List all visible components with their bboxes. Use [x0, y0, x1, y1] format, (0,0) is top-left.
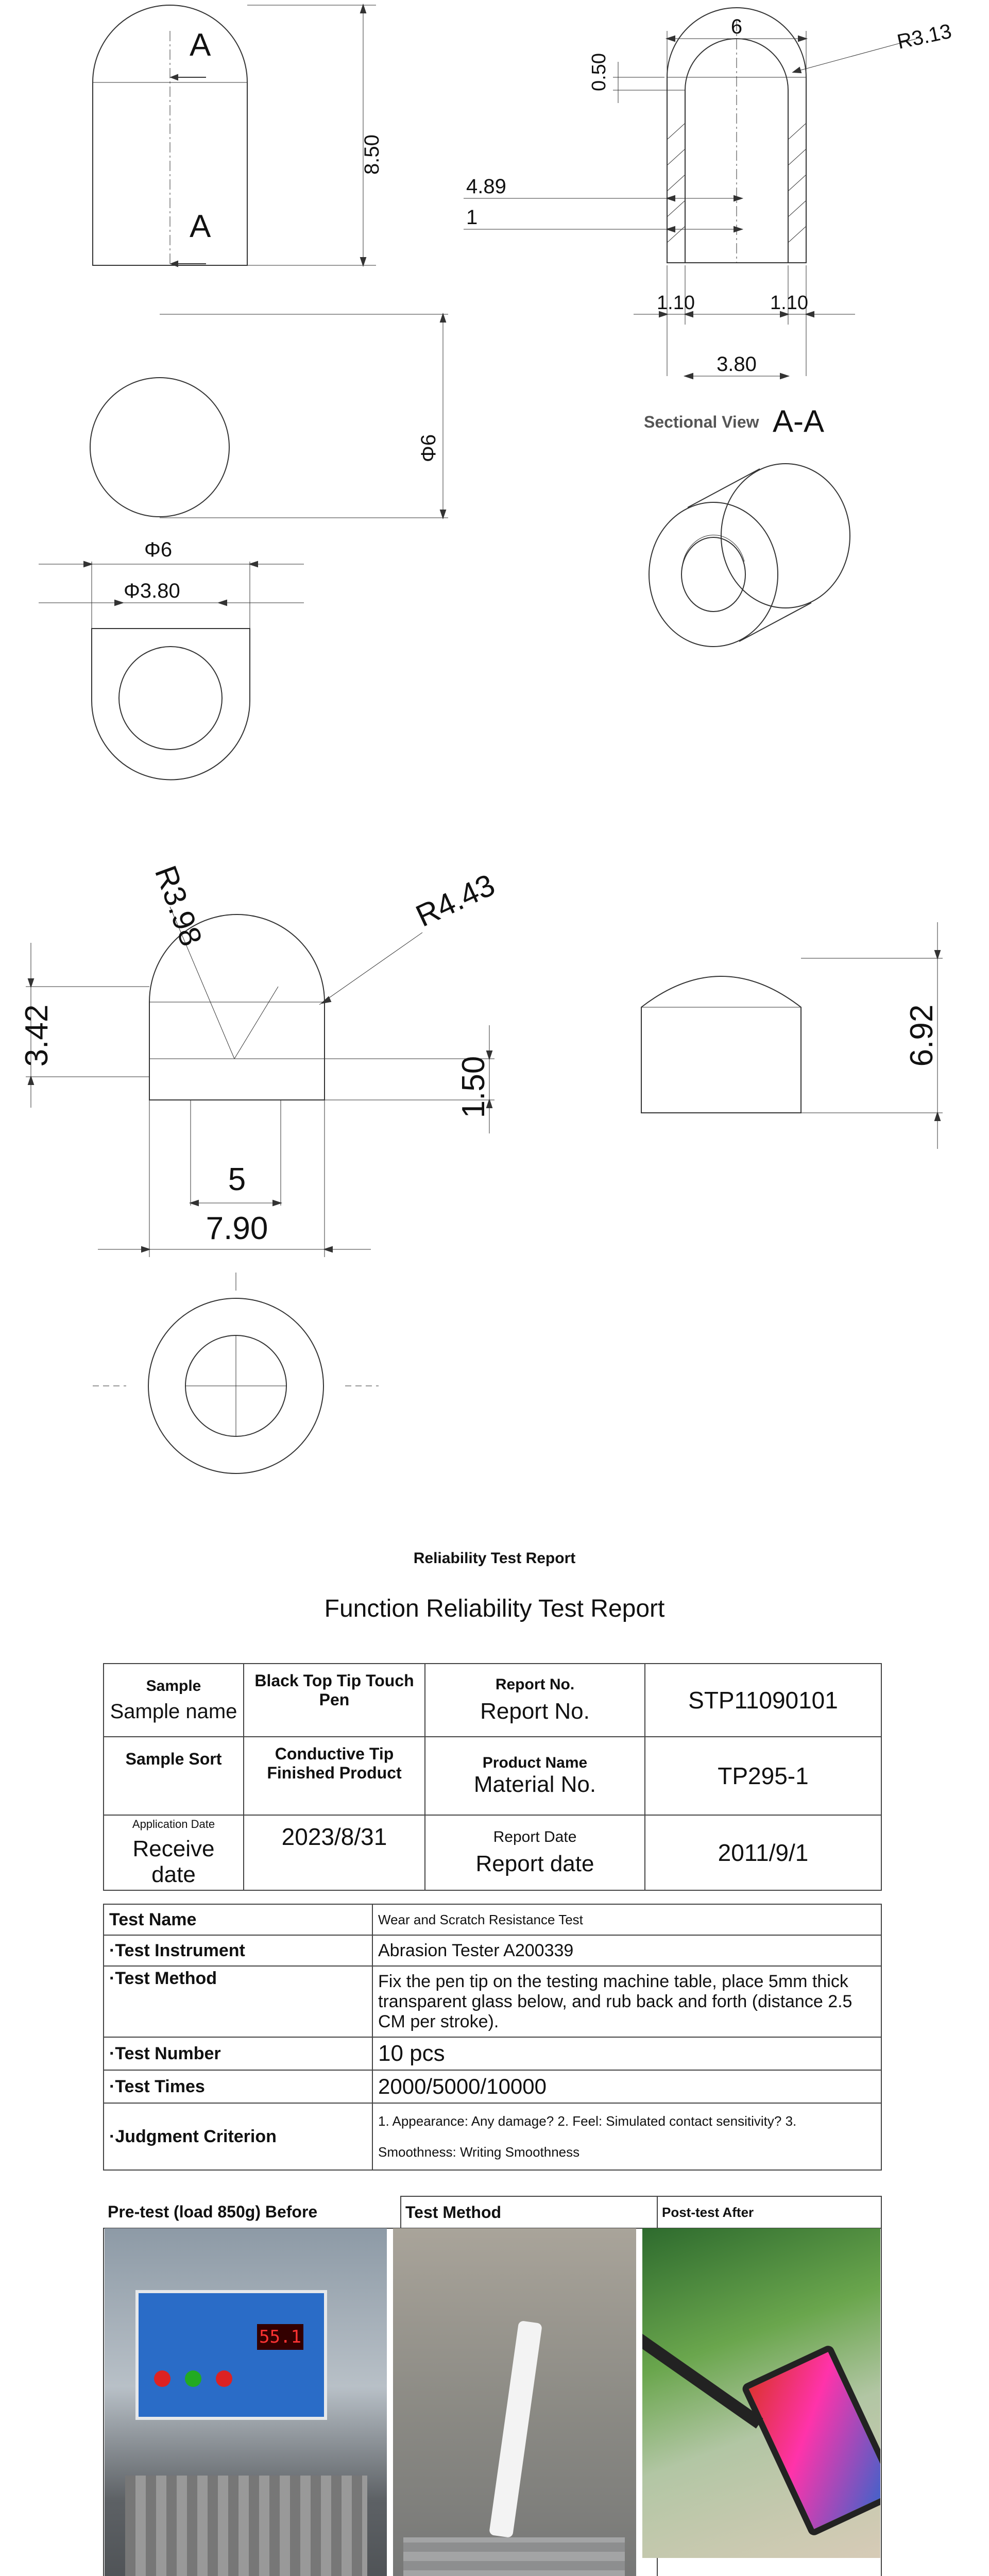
material-no-value: TP295-1 — [645, 1737, 881, 1815]
material-no-label: Material No. — [473, 1772, 596, 1797]
section-view-label: Sectional View — [644, 413, 759, 431]
dim-489: 4.89 — [466, 175, 506, 198]
dim-050: 0.50 — [588, 53, 610, 91]
test-times-value: 2000/5000/10000 — [372, 2070, 881, 2103]
test-instrument-value: Abrasion Tester A200339 — [372, 1935, 881, 1966]
post-test-photo — [642, 2228, 880, 2558]
isometric-view — [649, 464, 850, 647]
dim-110-left: 1.10 — [657, 292, 695, 314]
dim-692: 6.92 — [904, 1004, 940, 1067]
dim-790: 7.90 — [206, 1211, 268, 1246]
judgment-criterion-label: ·Judgment Criterion — [104, 2103, 372, 2170]
dim-width-6: 6 — [730, 15, 743, 38]
dim-5: 5 — [228, 1162, 246, 1197]
dim-150: 1.50 — [456, 1056, 491, 1118]
test-times-label: ·Test Times — [104, 2070, 372, 2103]
dim-342: 3.42 — [19, 1004, 55, 1067]
judgment-criterion-value: 1. Appearance: Any damage? 2. Feel: Simulated contact sensitivity? 3. Smoothness: Writing Smoothness — [372, 2103, 881, 2170]
report-title: Reliability Test Report — [413, 1550, 576, 1567]
dim-r398: R3.98 — [148, 861, 209, 951]
test-name-value: Wear and Scratch Resistance Test — [372, 1904, 881, 1935]
test-table — [403, 2537, 625, 2576]
front-view — [93, 5, 376, 266]
report-date-label: Report Date — [493, 1828, 577, 1845]
report-no-value: STP11090101 — [645, 1664, 881, 1737]
dim-1: 1 — [466, 206, 478, 229]
report-no-label-2: Report No. — [480, 1699, 590, 1724]
test-number-value: 10 pcs — [372, 2037, 881, 2070]
test-method-photo — [393, 2228, 636, 2576]
sample-sort-label: Sample Sort — [104, 1737, 244, 1815]
test-number-label: ·Test Number — [104, 2037, 372, 2070]
machine-base — [125, 2476, 367, 2576]
application-date-cell — [104, 1815, 244, 1890]
sample-sort-value: Conductive Tip Finished Product — [244, 1737, 425, 1815]
pre-test-header: Pre-test (load 850g) Before — [104, 2196, 401, 2228]
dim-110-right: 1.10 — [770, 292, 808, 314]
receive-date-label: Receive date — [132, 1836, 215, 1887]
section-letter-a-bottom: A — [190, 209, 211, 244]
sample-label-cell — [104, 1664, 244, 1737]
report-date-label-2: Report date — [475, 1851, 594, 1876]
report-info-table — [103, 1663, 882, 1891]
abrasion-tester-machine — [135, 2290, 327, 2420]
sectional-view — [464, 8, 917, 379]
drawing-second-front — [26, 907, 494, 1175]
report-date-value: 2011/9/1 — [645, 1815, 881, 1890]
machine-display: 55.1 — [257, 2324, 303, 2350]
sample-label: Sample — [146, 1677, 201, 1694]
application-date-label: Application Date — [132, 1818, 215, 1831]
stylus — [642, 2306, 763, 2429]
drawing-second-side — [641, 922, 943, 1149]
section-letter-a-top: A — [190, 27, 211, 63]
button-green — [185, 2370, 201, 2387]
dim-phi6: Φ6 — [144, 538, 173, 561]
button-red — [154, 2370, 170, 2387]
application-date-value: 2023/8/31 — [244, 1815, 425, 1890]
dim-380: 3.80 — [717, 353, 757, 376]
test-instrument-label: ·Test Instrument — [104, 1935, 372, 1966]
dim-phi6-side: Φ6 — [417, 434, 440, 463]
test-method-label: ·Test Method — [104, 1966, 372, 2037]
report-no-label-cell — [425, 1664, 645, 1737]
report-date-cell — [425, 1815, 645, 1890]
button-red-2 — [216, 2370, 232, 2387]
phone-screen — [741, 2344, 880, 2537]
sample-name-label: Sample name — [110, 1700, 237, 1723]
test-method-header: Test Method — [401, 2196, 657, 2228]
product-name-cell — [425, 1737, 645, 1815]
pre-test-photo — [105, 2228, 387, 2576]
report-no-label: Report No. — [495, 1676, 575, 1693]
dim-r443: R4.43 — [411, 867, 500, 934]
section-view-name: A-A — [773, 404, 825, 438]
test-details-table — [103, 1904, 882, 2171]
sample-value: Black Top Tip Touch Pen — [244, 1664, 425, 1737]
top-view-circle — [90, 314, 448, 518]
dim-height-850: 8.50 — [361, 134, 383, 175]
test-name-label: Test Name — [104, 1904, 372, 1935]
product-name-label: Product Name — [482, 1754, 588, 1771]
post-test-header: Post-test After — [657, 2196, 881, 2228]
technical-drawing-top — [0, 0, 989, 1175]
report-subtitle: Function Reliability Test Report — [324, 1595, 665, 1622]
pen-in-holder — [489, 2320, 542, 2538]
technical-drawing-bottom — [0, 1154, 989, 1515]
dim-phi380: Φ3.80 — [124, 580, 180, 602]
dim-r313: R3.13 — [895, 20, 954, 54]
test-method-value: Fix the pen tip on the testing machine table, place 5mm thick transparent glass below, and rub back and forth (distance 2.5 CM per stroke). — [372, 1966, 881, 2037]
